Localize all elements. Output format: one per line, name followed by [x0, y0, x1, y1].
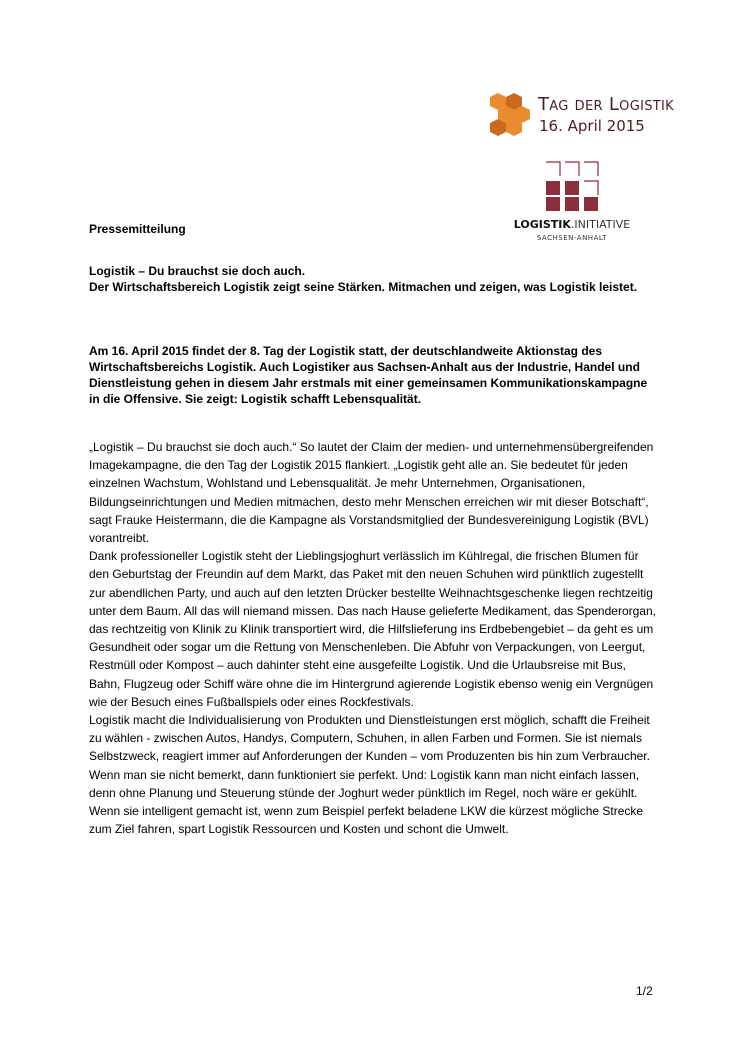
logo-date: 16. April 2015 — [539, 117, 645, 135]
page-number: 1/2 — [636, 984, 653, 998]
initiative-name-rest: .INITIATIVE — [570, 218, 631, 231]
initiative-squares-icon — [545, 161, 601, 211]
tag-der-logistik-logo — [486, 91, 686, 137]
headline-title: Logistik – Du brauchst sie doch auch. — [89, 264, 306, 278]
initiative-name-bold: LOGISTIK — [513, 218, 571, 231]
initiative-region: SACHSEN-ANHALT — [536, 234, 608, 242]
hexagon-cluster-icon — [486, 91, 532, 137]
logo-title: Tag der Logistik — [538, 94, 674, 115]
lead-paragraph: Am 16. April 2015 findet der 8. Tag der Logistik statt, der deutschlandweite Aktionstag des Wirtschaftsbereichs Logistik. Auch Logistiker aus Sachsen-Anhalt aus der Industrie, Handel und Dienstleistung gehen in diesem Jahr erstmals mit einer gemeinsamen Kommunikationskampagne in die Offensive. Sie zeigt: Logistik schafft Lebensqualität. — [89, 344, 648, 406]
headline-subtitle: Der Wirtschaftsbereich Logistik zeigt seine Stärken. Mitmachen und zeigen, was Logistik leistet. — [89, 280, 638, 294]
headline — [89, 263, 659, 295]
document-label: Pressemitteilung — [89, 222, 186, 236]
body-paragraph: „Logistik – Du brauchst sie doch auch.“ So lautet der Claim der medien- und unternehmensübergreifenden Imagekampagne, die den Tag der Logistik 2015 flankiert. „Logistik geht alle an. Sie bedeutet für jeden einzelnen Wachstum, Wohlstand und Lebensqualität. Je mehr Unternehmen, Organisationen, Bildungseinrichtungen und Medien mitmachen, desto mehr Menschen erreichen wir mit dieser Botschaft“, sagt Frauke Heistermann, die die Kampagne als Vorstandsmitglied der Bundesvereinigung Logistik (BVL) vorantreibt. — [89, 440, 654, 546]
body-text — [89, 438, 659, 838]
body-paragraph: Logistik macht die Individualisierung von Produkten und Dienstleistungen erst möglich, schafft die Freiheit zu wählen - zwischen Autos, Handys, Computern, Schuhen, in allen Farben und Formen. Sie ist niemals Selbstzweck, reagiert immer auf Anforderungen der Kunden – vom Produzenten bis hin zum Verbraucher. Wenn man sie nicht bemerkt, dann funktioniert sie perfekt. Und: Logistik kann man nicht einfach lassen, denn ohne Planung und Steuerung stünde der Joghurt weder pünktlich im Regel, noch wäre er gekühlt. Wenn sie intelligent gemacht ist, wenn zum Beispiel perfekt beladene LKW die kürzest mögliche Strecke zum Ziel fahren, spart Logistik Ressourcen und Kosten und schont die Umwelt. — [89, 713, 650, 837]
body-paragraph: Dank professioneller Logistik steht der Lieblingsjoghurt verlässlich im Kühlregal, die frischen Blumen für den Geburtstag der Freundin auf dem Markt, das Paket mit den neuen Schuhen wird pünktlich zugestellt zur abendlichen Party, und auch auf den letzten Drücker bestellte Weihnachtsgeschenke liegen rechtzeitig unter dem Baum. All das will niemand missen. Das nach Hause gelieferte Medikament, das Spenderorgan, das rechtzeitig von Klinik zu Klinik transportiert wird, die Hilfslieferung ins Erdbebengebiet – da geht es um Gesundheit oder sogar um die Rettung von Menschenleben. Die Abfuhr von Verpackungen, von Leergut, Restmüll oder Kompost – auch dahinter steht eine ausgefeilte Logistik. Und die Urlaubsreise mit Bus, Bahn, Flugzeug oder Schiff wäre ohne die im Hintergrund agierende Logistik ebenso wenig ein Vergnügen wie der Besuch eines Fußballspiels oder eines Rockfestivals. — [89, 549, 656, 709]
